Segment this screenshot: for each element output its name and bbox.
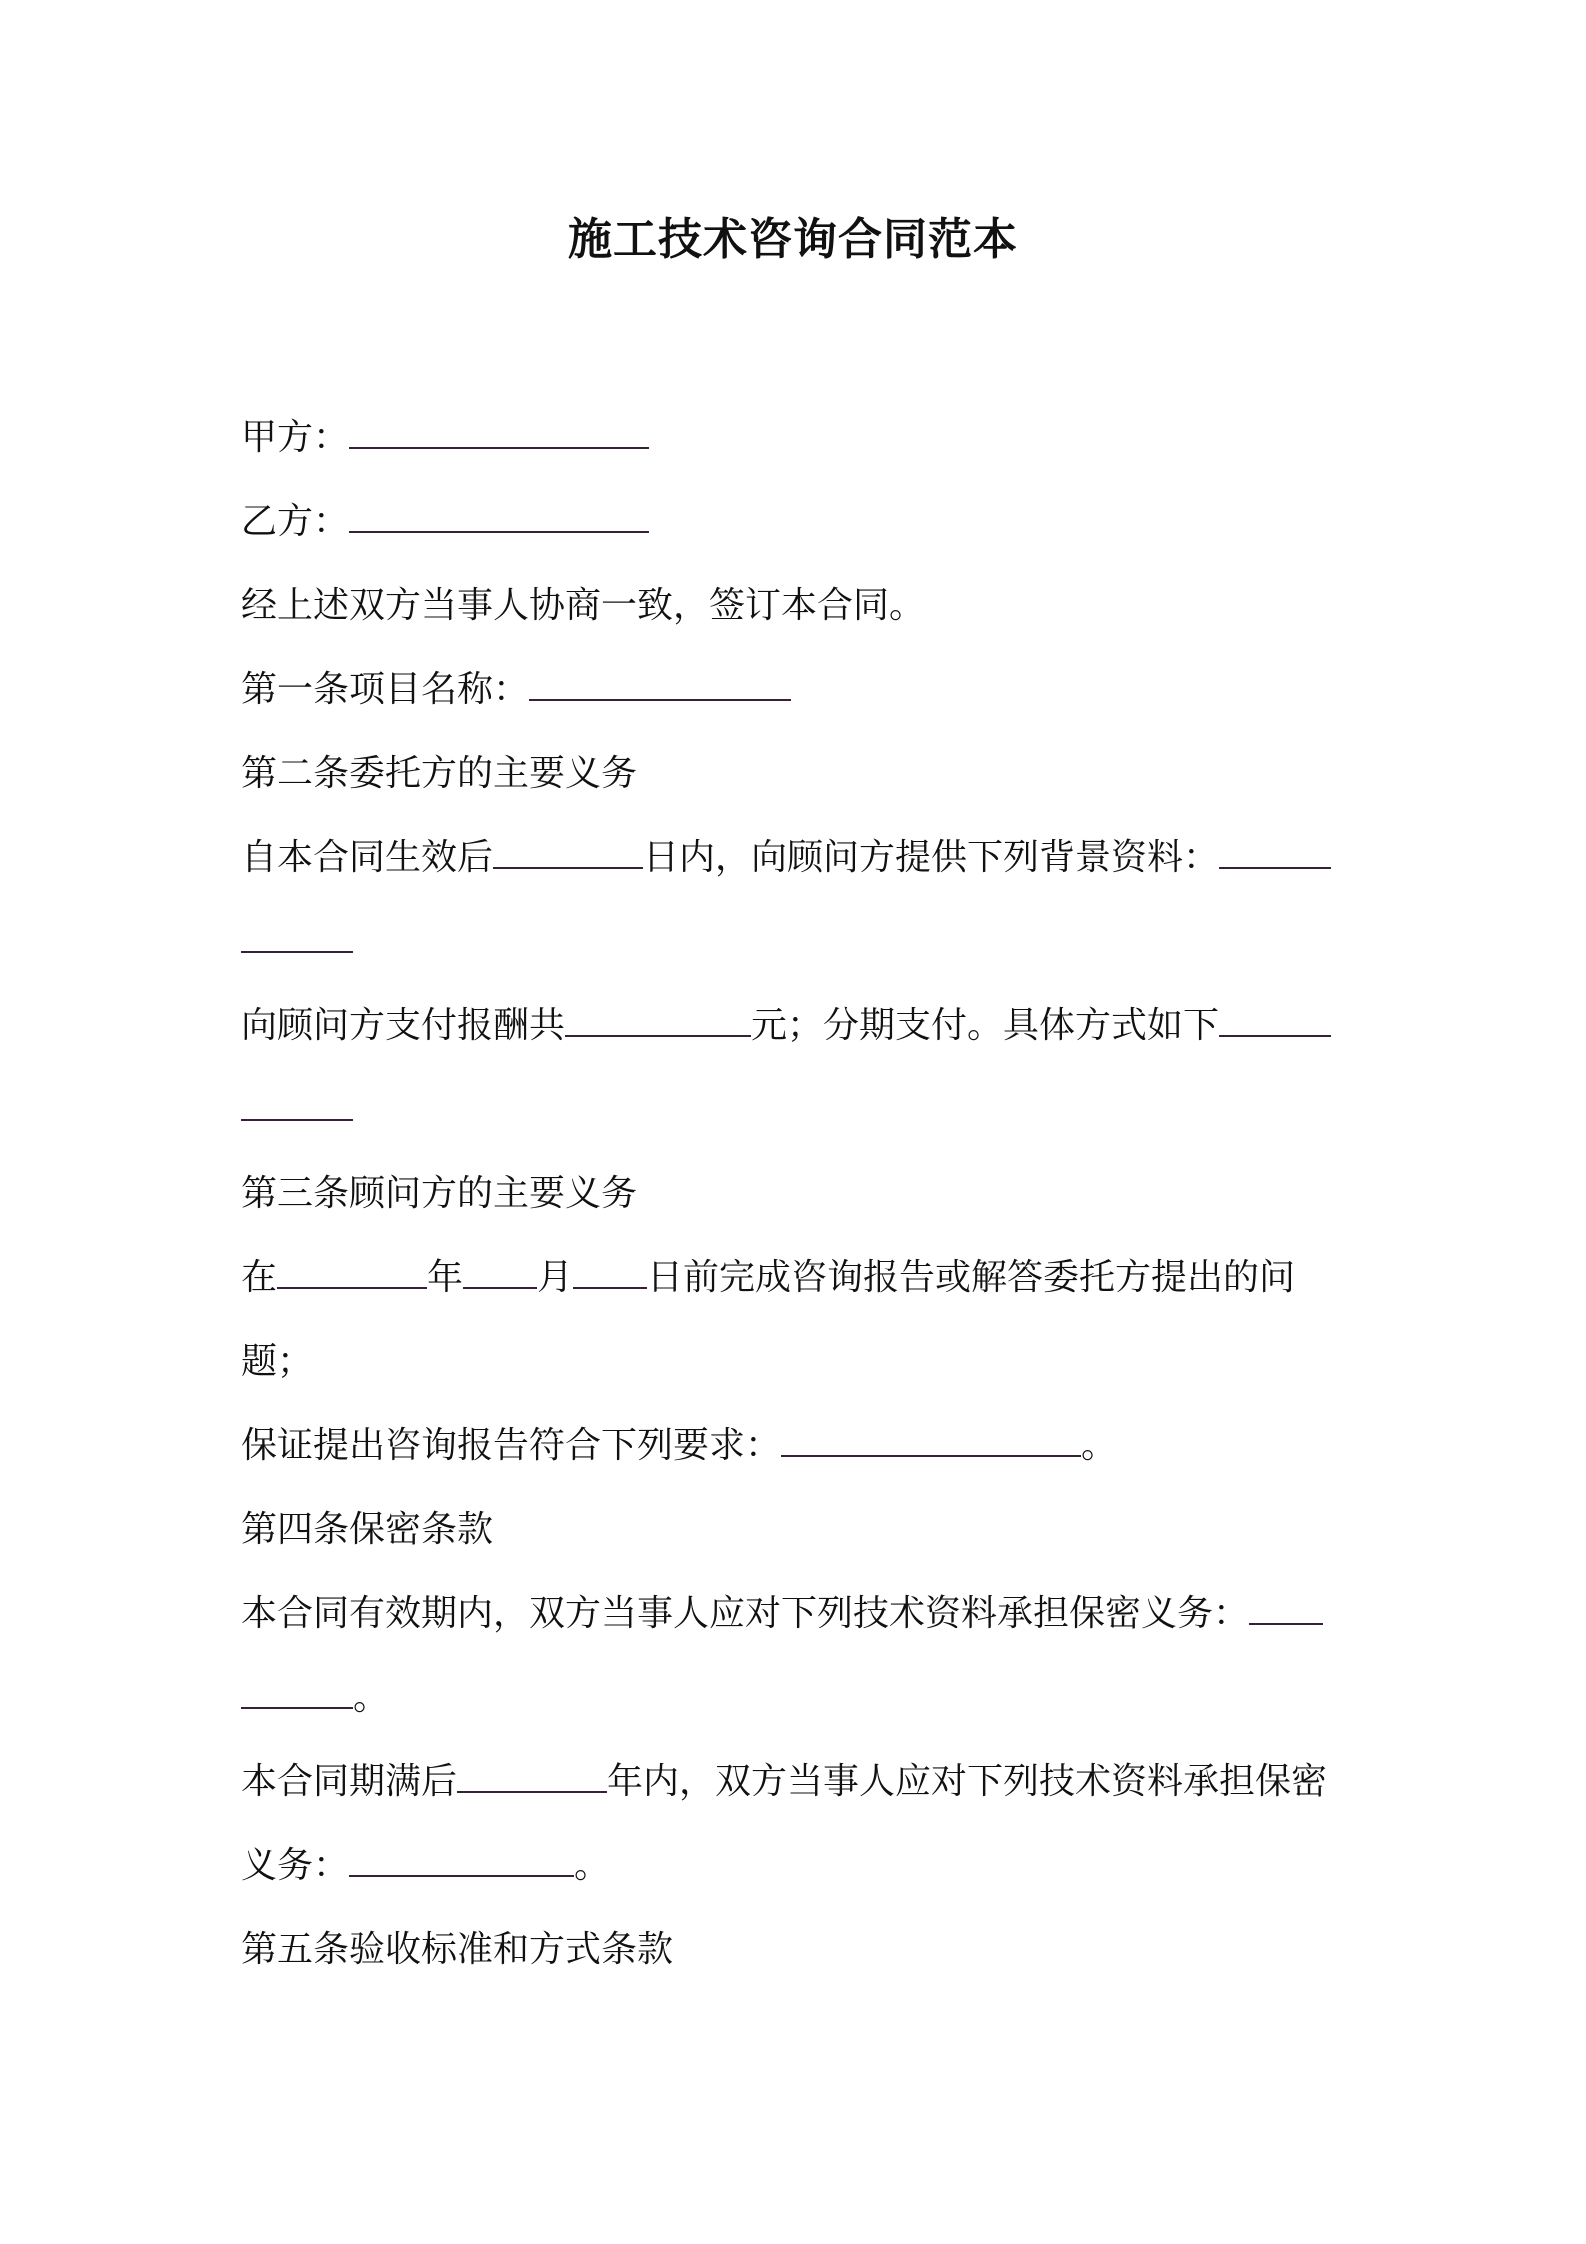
post-expiry-material-blank[interactable] xyxy=(349,1845,574,1877)
article-4-heading: 第四条保密条款 xyxy=(241,1509,494,1550)
art2-p1-text-a: 自本合同生效后 xyxy=(241,837,494,878)
art2-p2-text-a: 向顾问方支付报酬共 xyxy=(241,1005,566,1046)
art3-p1-text-c: 月 xyxy=(537,1257,574,1298)
article-4-paragraph-2 xyxy=(241,1758,1327,1806)
article-4-paragraph-2-cont xyxy=(241,1842,610,1890)
confidential-material-blank-cont[interactable] xyxy=(241,1677,353,1709)
party-b-line xyxy=(241,498,649,546)
payment-method-blank[interactable] xyxy=(1219,1005,1331,1037)
confidential-material-blank[interactable] xyxy=(1249,1593,1323,1625)
article-3-paragraph-1-cont: 题； xyxy=(241,1341,314,1382)
agreement-line: 经上述双方当事人协商一致，签订本合同。 xyxy=(241,585,926,626)
art4-p1-end: 。 xyxy=(353,1677,390,1718)
article-4-paragraph-1-cont xyxy=(241,1674,389,1722)
party-a-blank[interactable] xyxy=(349,417,649,449)
article-1-line xyxy=(241,666,791,714)
article-3-paragraph-2 xyxy=(241,1422,1117,1470)
party-a-line xyxy=(241,414,649,462)
art3-p1-text-b: 年 xyxy=(427,1257,464,1298)
years-after-expiry-blank[interactable] xyxy=(457,1761,607,1793)
art4-p1-text: 本合同有效期内，双方当事人应对下列技术资料承担保密义务： xyxy=(241,1593,1250,1634)
art2-p1-text-b: 日内，向顾问方提供下列背景资料： xyxy=(643,837,1220,878)
payment-method-blank-cont[interactable] xyxy=(241,1089,353,1121)
article-3-heading: 第三条顾问方的主要义务 xyxy=(241,1173,638,1214)
art3-p1-text-a: 在 xyxy=(241,1257,278,1298)
article-4-paragraph-1 xyxy=(241,1590,1323,1638)
art3-p2-end: 。 xyxy=(1081,1425,1118,1466)
project-name-blank[interactable] xyxy=(529,669,791,701)
art4-p2-text-a: 本合同期满后 xyxy=(241,1761,458,1802)
art4-p2-end: 。 xyxy=(574,1845,611,1886)
days-blank[interactable] xyxy=(493,837,643,869)
art3-p1-text-d: 日前完成咨询报告或解答委托方提出的问 xyxy=(647,1257,1296,1298)
party-a-label: 甲方： xyxy=(241,417,350,458)
year-blank[interactable] xyxy=(277,1257,427,1289)
document-title: 施工技术咨询合同范本 xyxy=(568,214,1018,265)
art4-p2-text-b: 年内，双方当事人应对下列技术资料承担保密 xyxy=(607,1761,1328,1802)
day-blank[interactable] xyxy=(573,1257,647,1289)
payment-amount-blank[interactable] xyxy=(565,1005,751,1037)
article-2-paragraph-1-cont xyxy=(241,918,353,966)
background-material-blank[interactable] xyxy=(1219,837,1331,869)
party-b-label: 乙方： xyxy=(241,501,350,542)
article-1-label: 第一条项目名称： xyxy=(241,669,530,710)
article-2-paragraph-2-cont xyxy=(241,1086,353,1134)
article-3-paragraph-1 xyxy=(241,1254,1295,1302)
article-2-paragraph-1 xyxy=(241,834,1331,882)
party-b-blank[interactable] xyxy=(349,501,649,533)
article-2-heading: 第二条委托方的主要义务 xyxy=(241,753,638,794)
art2-p2-text-b: 元；分期支付。具体方式如下 xyxy=(751,1005,1220,1046)
art4-p2-cont-text: 义务： xyxy=(241,1845,350,1886)
article-2-paragraph-2 xyxy=(241,1002,1331,1050)
report-requirements-blank[interactable] xyxy=(781,1425,1081,1457)
article-5-heading: 第五条验收标准和方式条款 xyxy=(241,1929,674,1970)
art3-p2-text-a: 保证提出咨询报告符合下列要求： xyxy=(241,1425,782,1466)
month-blank[interactable] xyxy=(463,1257,537,1289)
background-material-blank-cont[interactable] xyxy=(241,921,353,953)
